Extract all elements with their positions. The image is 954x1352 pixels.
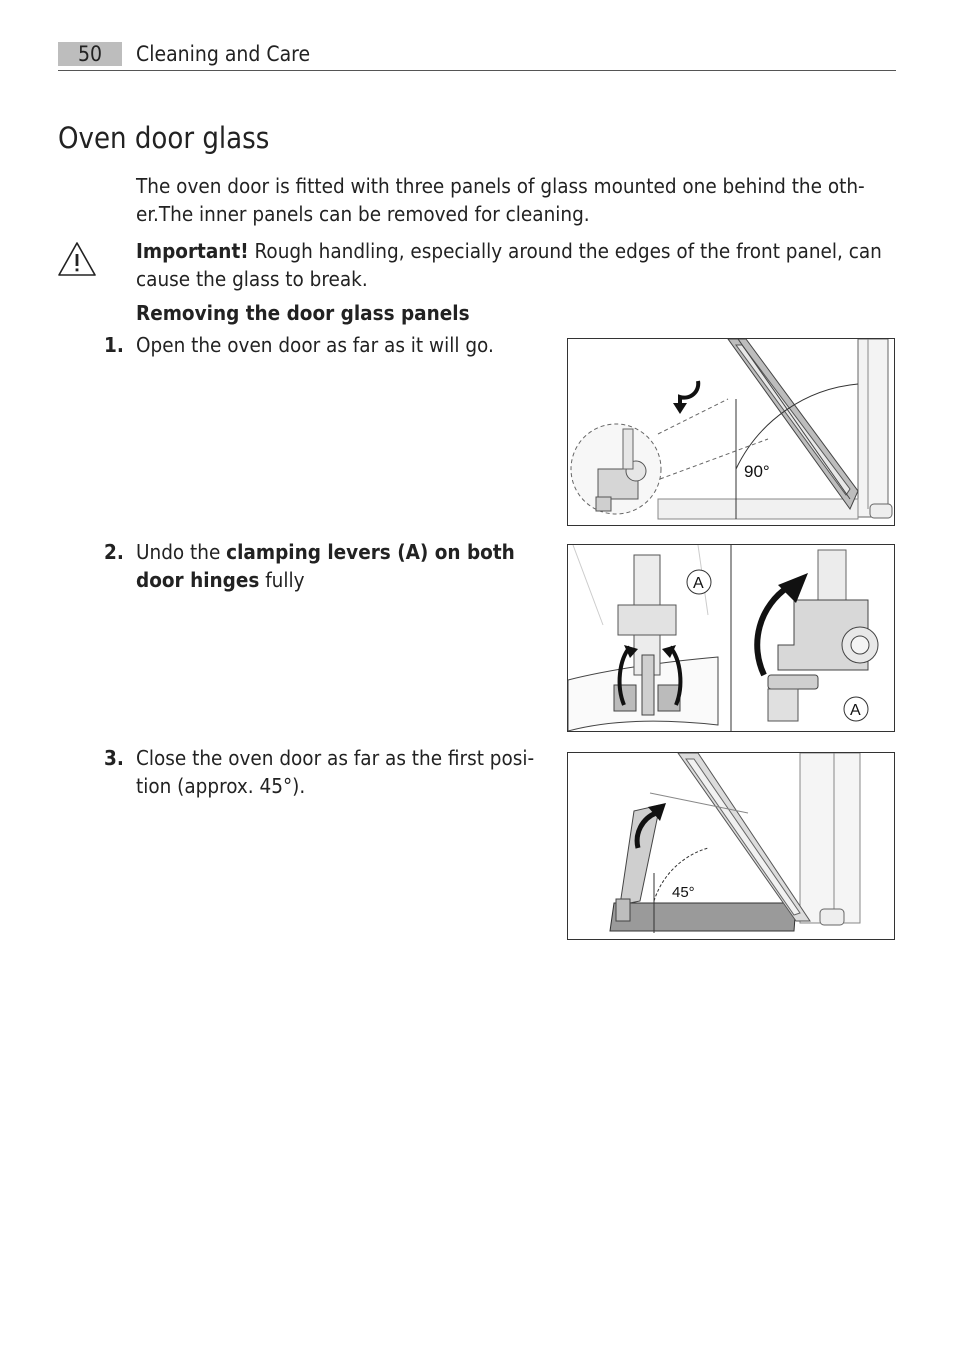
step-text-3-line-2: tion (approx. 45°).: [136, 774, 306, 798]
step-number-3: 3.: [104, 746, 124, 770]
page-number: 50: [58, 42, 122, 66]
warning-label: Important!: [136, 239, 249, 263]
warning-triangle-icon: [57, 241, 97, 277]
intro-line-1: The oven door is fitted with three panels of glass mounted one behind the oth-: [136, 174, 865, 198]
step-text-1: Open the oven door as far as it will go.: [136, 333, 494, 357]
step-text-2-line-2: [136, 566, 305, 594]
subheading: Removing the door glass panels: [136, 301, 470, 325]
step-text-3-line-1: Close the oven door as far as the first posi-: [136, 746, 535, 770]
angle-label-45: 45°: [672, 884, 695, 901]
figure-door-open-90: [567, 338, 895, 526]
step-2-bold-2: door hinges: [136, 568, 260, 592]
intro-line-2: er.The inner panels can be removed for cleaning.: [136, 202, 590, 226]
page-title: Oven door glass: [58, 121, 270, 155]
lever-label-right: A: [850, 702, 861, 719]
step-2-pre: Undo the: [136, 540, 227, 564]
step-2-bold-1: clamping levers (A) on both: [226, 540, 515, 564]
warning-line-2: cause the glass to break.: [136, 267, 368, 291]
step-2-post: fully: [259, 568, 305, 592]
step-number-1: 1.: [104, 333, 124, 357]
figure-clamping-levers: [567, 544, 895, 732]
lever-label-left: A: [693, 575, 704, 592]
section-title: Cleaning and Care: [136, 42, 311, 66]
step-text-2-line-1: [136, 538, 515, 566]
figure-door-45: [567, 752, 895, 940]
angle-label-90: 90°: [744, 462, 770, 481]
warning-text: Rough handling, especially around the edges of the front panel, can: [248, 239, 882, 263]
warning-line-1: [136, 237, 882, 265]
step-number-2: 2.: [104, 540, 124, 564]
page-header: [58, 40, 896, 71]
